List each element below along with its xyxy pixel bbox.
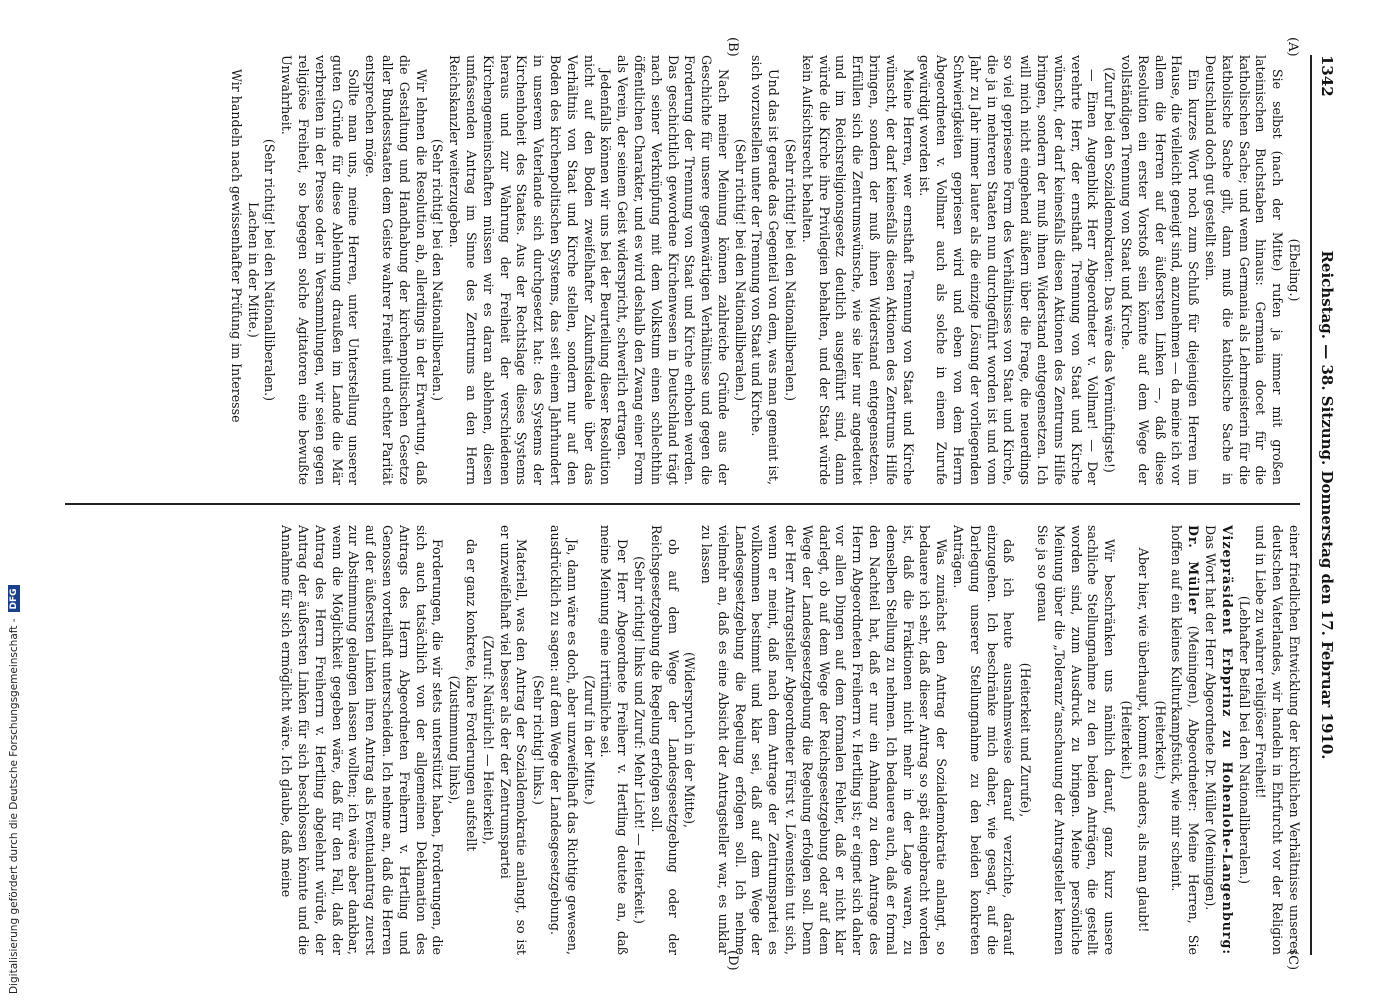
left-column: [67, 55, 1302, 485]
speaker-paragraph: [1201, 525, 1235, 955]
footer-text: Digitalisierung gefördert durch die Deutsche Forschungsgemeinschaft -: [8, 618, 20, 994]
speech-paragraph: Sie selbst (nach der Mitte) rufen ja immer mit großen lateinischen Buchstaben hinaus: Germania docet für die katholischen Sache; und wenn Germania als Lehrmeisterin für die katholische Sache gilt, dann muß die katholische Sache in Deutschland doch gut gestellt sein.: [1203, 55, 1286, 485]
stage-direction: (Sehr richtig! bei den Nationalliberalen.): [783, 138, 799, 402]
speech-paragraph: Ein kurzes Wort noch zum Schluß für diejenigen Herren im Hause, die vielleicht geneigt sind, anzunehmen — da meine ich vor allem die Herren auf der äußersten Linken —, daß diese Resolution ein erster Vorstoß sein könnte auf dem Wege der vollständigen Trennung von Staat und Kirche.: [1119, 55, 1202, 485]
speech-paragraph: da er ganz konkrete, klare Forderungen aufstellt: [463, 539, 479, 852]
speech-paragraph: Wir handeln nach gewissenhafter Prüfung im Interesse: [228, 69, 244, 423]
speech-paragraph: Forderungen, die wir stets unterstützt haben, Forderungen, die sich auch tatsächlich von der allgemeinen Deklamation des Antrags des Herrn Abgeordneten Freiherrn v. Hertling und Genossen vorteilhaft unterscheiden. Ich nehme an, daß die Herren auf der äußersten Linken ihren Antrag als Eventualantrag zuerst zur Abstimmung gelangen lassen wollten; ich wäre aber dankbar, wenn die Möglichkeit gegeben wäre, daß für den Fall, daß der Antrag des Herrn Freiherrn v. Hertling abgelehnt würde, der Antrag der äußersten Linken für sich beschlossen könnte und die Annahme für sich ermöglicht wäre. Ich glaube, daß meine: [279, 525, 446, 955]
stage-direction: (Ebeling.): [1287, 238, 1302, 302]
stage-direction: Aber hier, wie überhaupt, kommt es anders, als man glaubt!: [1135, 547, 1151, 933]
speaker-name: Dr. Müller: [1186, 525, 1202, 615]
speech-paragraph: Wir beschränken uns nämlich darauf, ganz kurz unsere sachliche Stellungnahme zu den beiden Anträgen, die gestellt worden sind, zum Ausdruck zu bringen. Meine persönliche Meinung über die „Toleranz“anschauung der Antragsteller kennen Sie ja so genau: [1035, 525, 1118, 955]
rotated-page-content: [50, 35, 1340, 975]
stage-direction: (Sehr richtig! bei den Nationalliberalen.): [262, 138, 278, 402]
stage-direction: (Zuruf in der Mitte.): [581, 675, 597, 805]
page-header: [1310, 55, 1340, 955]
speech-paragraph: Sollte man uns, meine Herren, unter Unterstellung unserer guten Gründe für diese Ablehnung draußen im Lande die Mär verbreiten in der Presse oder in Versammlungen, wir seien gegen religiöse Freiheit, so begegen solche Agitatoren eine bewußte Unwahrheit.: [279, 55, 362, 485]
speaker-name: Vizepräsident Erbprinz zu Hohenlohe-Langenburg:: [1219, 525, 1235, 955]
stage-direction: (Lebhafter Beifall bei den Nationalliberalen.): [1236, 595, 1252, 885]
right-column: [67, 525, 1302, 955]
stage-direction: (Zuruf: Natürlich! — Heiterkeit),: [480, 635, 496, 845]
stage-direction: (Zuruf bei den Sozialdemokraten: Das wäre das Vernünftigste!): [1102, 67, 1118, 473]
stage-direction: (Sehr richtig! links.): [531, 675, 547, 805]
stage-direction: (Sehr richtig! bei den Nationalliberalen.): [430, 138, 446, 402]
speech-paragraph: Materiell, was den Antrag der Sozialdemokratie anlangt, so ist er unzweifelhaft viel besser als der der Zentrumspartei: [497, 525, 530, 955]
speech-paragraph: Wir lehnen die Resolution ab, allerdings in der Erwartung, daß die Gestaltung und Handhabung der kirchenpolitischen Gesetze aller Bundesstaaten dem Geiste wahrer Freiheit und echter Parität entsprechen möge.: [363, 55, 429, 485]
speech-text: Das Wort hat der Herr Abgeordnete Dr. Müller (Meiningen).: [1203, 525, 1219, 911]
speech-paragraph: daß ich heute ausnahmsweise darauf verzichte, darauf einzugehen. Ich beschränke mich daher, wie gesagt, auf die Darlegung unserer Stellungnahme zu den beiden konkreten Anträgen.: [951, 525, 1017, 955]
stage-direction: (Heiterkeit.): [1119, 700, 1135, 780]
speaker-paragraph: [1168, 525, 1202, 955]
speech-text: (Meiningen), Abgeordneter: Meine Herren, Sie hoffen auf ein kleines Kulturkampfstück, wie mir scheint.: [1169, 525, 1202, 955]
header-rule: [1310, 55, 1312, 955]
margin-marker-b: (B): [725, 37, 740, 57]
document-page: [50, 35, 1340, 975]
speech-paragraph: einer friedlichen Entwicklung der kirchlichen Verhältnisse unseres deutschen Vaterlandes, wir handeln in Ehrfurcht vor der Religion und in Liebe zu wahrer religiöser Freiheit!: [1253, 525, 1302, 955]
speech-paragraph: Meine Herren, wer ernsthaft Trennung von Staat und Kirche wünscht, der darf keinesfalls diesen Aktionen des Zentrums Hilfe bringen, sondern der muß ihnen Widerstand entgegensetzen. Erfüllen sich die Zentrumswünsche, wie sie hier nur angedeutet und im Reichsreligionsgesetz deutlich ausgeführt sind, dann würde die Kirche ihre Privilegien behalten, und der Staat würde kein Aufsichtsrecht behalten.: [799, 55, 916, 485]
page-title: Reichstag. — 38. Sitzung. Donnerstag den 17. Februar 1910.: [1318, 250, 1336, 760]
speech-paragraph: Was zunächst den Antrag der Sozialdemokratie anlangt, so bedauere ich sehr, daß dieser Antrag so spät eingebracht worden ist, daß die Fraktionen nicht mehr in der Lage waren, zu demselben Stellung zu nehmen. Ich bedauere auch, daß er formal den Nachteil hat, daß er nur ein Anhang zu dem Antrage des Herrn Abgeordneten Freiherrn v. Hertling ist; er eignet sich daher vor allen Dingen auf dem formalen Fehler, daß er nicht klar darlegt, ob auf dem Wege der Reichsgesetzgebung oder auf dem Wege der Landesgesetzgebung die Regelung erfolgen soll. Denn der Herr Antragsteller Abgeordneter Fürst v. Löwenstein tut sich, wenn er meint, daß nach dem Antrage der Zentrumspartei es vollkommen bestimmt und klar sei, daß auf dem Wege der Landesgesetzgebung die Regelung erfolgen soll. Ich nehme vielmehr an, daß es eine Absicht der Antragsteller war, es unklar zu lassen: [699, 525, 950, 955]
speech-paragraph: ob auf dem Wege der Landesgesetzgebung oder der Reichsgesetzgebung die Regelung erfolgen soll.: [648, 525, 681, 955]
speech-paragraph: Ja, dann wäre es doch, aber unzweifelhaft das Richtige gewesen, ausdrücklich zu sagen: auf dem Wege der Landesgesetzgebung.: [547, 525, 580, 955]
margin-marker-d: (D): [725, 950, 740, 971]
speech-paragraph: Nach meiner Meinung können zahlreiche Gründe aus der Geschichte für unsere gegenwärtigen Verhältnisse und gegen die Forderung der Trennung von Staat und Kirche erhoben werden. Das geschichtlich gewordene Kirchenwesen in Deutschland trägt nach seiner Verknüpfung mit dem Volkstum einen schlechthin öffentlichen Charakter, und es wird deshalb den Zwang einer Form als Verein, der seinem Geist widerspricht, schwerlich ertragen.: [615, 55, 731, 485]
speech-paragraph: Der Herr Abgeordnete Freiherr v. Hertling deutete an, daß meine Meinung eine irrtümliche sei.: [598, 525, 631, 955]
page-number: 1342: [1318, 55, 1336, 97]
stage-direction: (Heiterkeit und Zurufe),: [1018, 662, 1034, 818]
stage-direction: (Heiterkeit.): [1152, 700, 1168, 780]
column-divider: [65, 503, 1300, 505]
stage-direction: (Zustimmung links),: [447, 675, 463, 805]
speech-paragraph: Jedenfalls können wir uns bei der Beurteilung dieser Resolution nicht auf den Boden zweifelhafter Zukunftsideale über das Verhältnis von Staat und Kirche stellen, sondern nur auf den Boden des kirchenpolitischen Systems, das seit einem Jahrhundert in unserem Vaterlande sich durchgesetzt hat: des Systems der Kirchenhoheit des Staates. Aus der Rechtslage dieses Systems heraus und zur Wahrung der Freiheit der verschiedenen Kirchengemeinschaften müssen wir es daran ablehnen, diesen umfassenden Antrag im Sinne des Zentrums an den Herrn Reichskanzler weiterzugeben.: [447, 55, 614, 485]
stage-direction: (Sehr richtig! links und Zuruf: Mehr Licht! — Heiterkeit.): [631, 556, 647, 924]
margin-marker-a: (A): [1285, 37, 1300, 57]
margin-marker-c: (C): [1285, 950, 1300, 971]
stage-direction: Lachen in der Mitte.): [245, 202, 261, 338]
dfg-logo-icon: DFG: [8, 585, 20, 612]
stage-direction: (Widerspruch in der Mitte),: [682, 651, 698, 829]
speech-paragraph: Und das ist gerade das Gegenteil von dem, was man gemeint ist, sich vorzustellen unter der Trennung von Staat und Kirche.: [749, 55, 782, 485]
digitization-footer: [6, 4, 22, 1000]
stage-direction: (Sehr richtig! bei den Nationalliberalen.): [732, 138, 748, 402]
speech-paragraph: — Einen Augenblick Herr Abgeordneter v. Vollmar! — Der verehrte Herr, der ernsthaft Trennung von Staat und Kirche wünscht, der darf keinesfalls diesen Aktionen des Zentrums Hilfe bringen, sondern der muß ihnen Widerstand entgegensetzen. Ich will mich nicht eingehend äußern über die Frage, die neuerdings so viel gepriesene Form des Verhältnisses von Staat und Kirche, die ja in mehreren Staaten nun durchgeführt worden ist und vom Jahr zu Jahr immer lauter als die einzige Lösung der vorliegenden Schwierigkeiten gepriesen wird und eben von dem Herrn Abgeordneten v. Vollmar auch als solche in einem Zurufe gewürdigt worden ist.: [917, 55, 1101, 485]
